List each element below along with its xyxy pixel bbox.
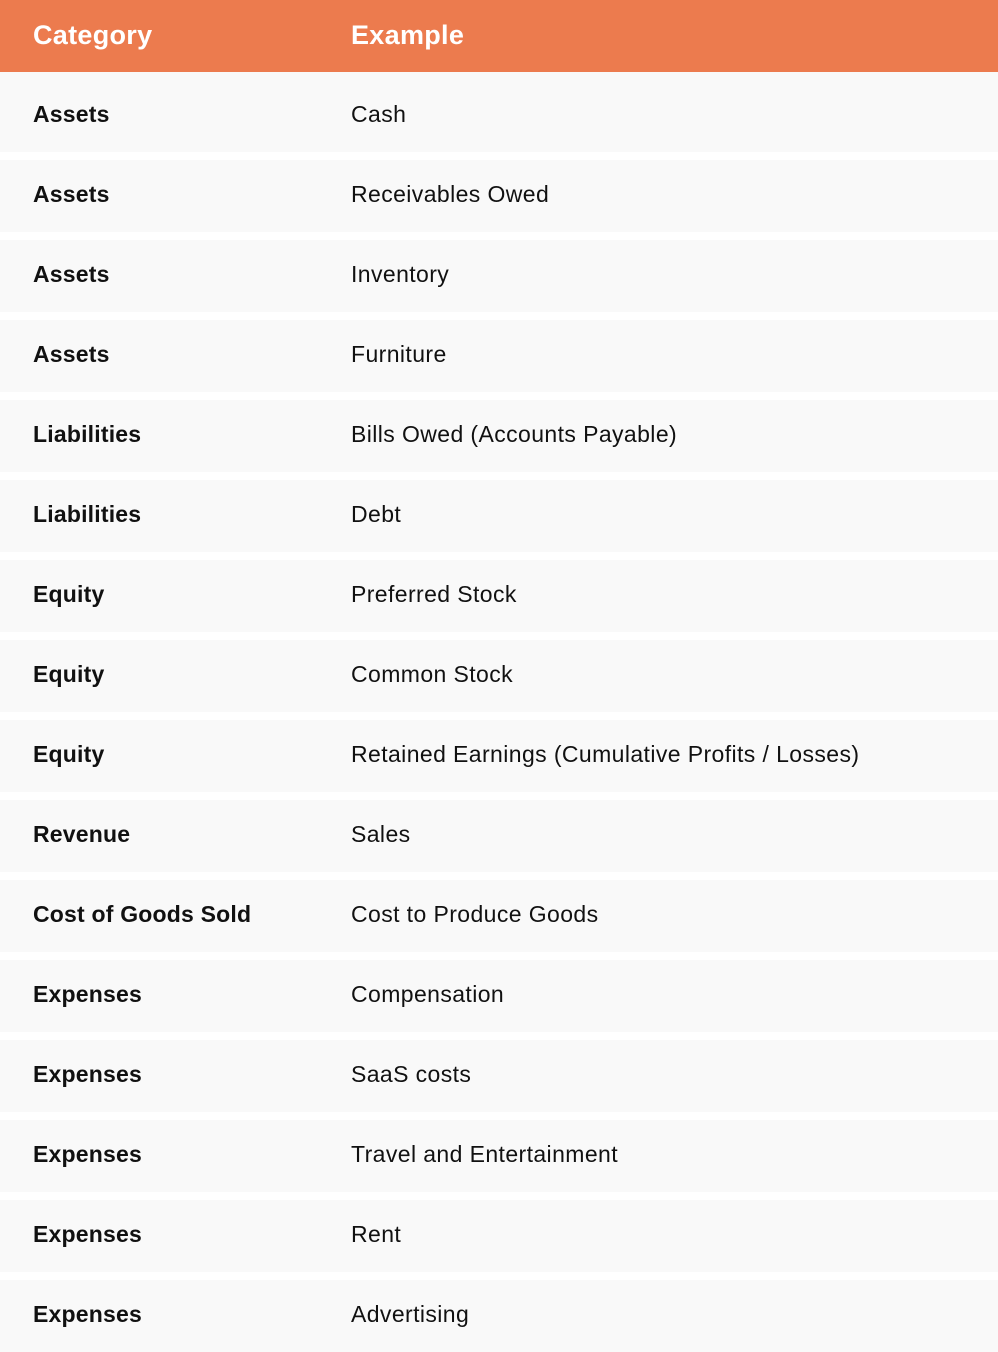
example-cell: Rent: [351, 1221, 402, 1247]
table-row: [0, 1200, 998, 1272]
category-cell: Liabilities: [33, 501, 142, 527]
table-row: [0, 1280, 998, 1352]
example-cell: Debt: [351, 501, 402, 527]
table-row: [0, 160, 998, 232]
category-cell: Assets: [33, 181, 110, 207]
table-row: [0, 880, 998, 952]
table-row: [0, 720, 998, 792]
table-body: [0, 72, 998, 1352]
header-example: Example: [351, 20, 465, 50]
table-row: [0, 240, 998, 312]
category-cell: Liabilities: [33, 421, 142, 447]
category-cell: Assets: [33, 101, 110, 127]
category-cell: Revenue: [33, 821, 131, 847]
category-cell: Expenses: [33, 1141, 142, 1167]
example-cell: Preferred Stock: [351, 581, 517, 607]
table-row: [0, 1040, 998, 1112]
example-cell: Retained Earnings (Cumulative Profits / Losses): [351, 741, 860, 767]
category-cell: Assets: [33, 261, 110, 287]
category-cell: Equity: [33, 741, 105, 767]
table-row: [0, 800, 998, 872]
table-row: [0, 320, 998, 392]
table-row: [0, 400, 998, 472]
example-cell: Cost to Produce Goods: [351, 901, 599, 927]
example-cell: Common Stock: [351, 661, 514, 687]
example-cell: Inventory: [351, 261, 450, 287]
example-cell: Cash: [351, 101, 407, 127]
category-cell: Expenses: [33, 1061, 142, 1087]
example-cell: Sales: [351, 821, 411, 847]
table-row: [0, 72, 998, 152]
table-row: [0, 560, 998, 632]
category-cell: Cost of Goods Sold: [33, 901, 252, 927]
category-cell: Equity: [33, 661, 105, 687]
example-cell: Advertising: [351, 1301, 470, 1327]
example-cell: Compensation: [351, 981, 505, 1007]
category-cell: Assets: [33, 341, 110, 367]
example-cell: Receivables Owed: [351, 181, 550, 207]
category-cell: Equity: [33, 581, 105, 607]
example-cell: Bills Owed (Accounts Payable): [351, 421, 678, 447]
table-row: [0, 480, 998, 552]
example-cell: SaaS costs: [351, 1061, 472, 1087]
table-header: [0, 0, 998, 72]
table-row: [0, 640, 998, 712]
example-cell: Travel and Entertainment: [351, 1141, 618, 1167]
category-cell: Expenses: [33, 981, 142, 1007]
category-cell: Expenses: [33, 1301, 142, 1327]
table-row: [0, 1120, 998, 1192]
category-cell: Expenses: [33, 1221, 142, 1247]
example-cell: Furniture: [351, 341, 447, 367]
header-category: Category: [33, 20, 153, 50]
table-row: [0, 960, 998, 1032]
